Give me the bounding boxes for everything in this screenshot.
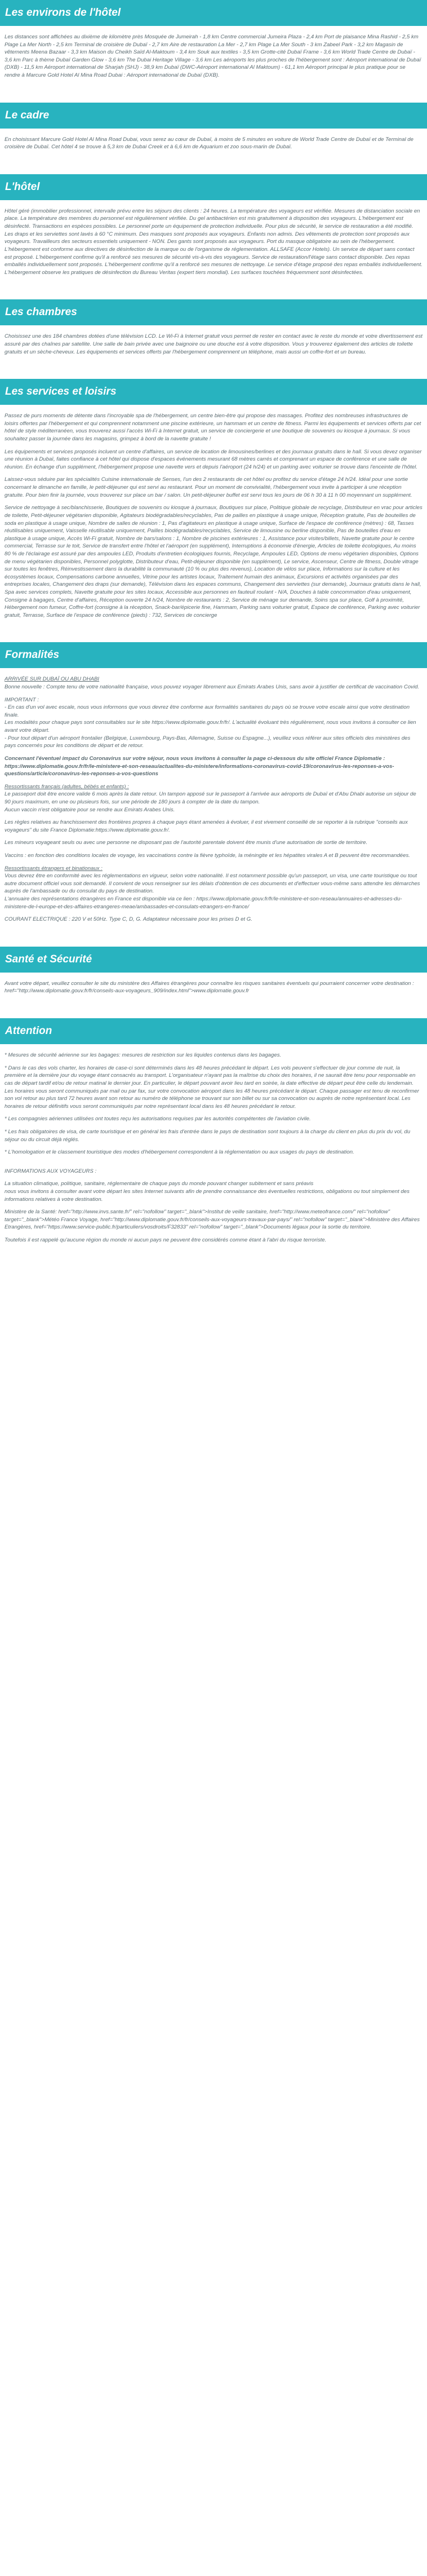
- paragraph: nous vous invitons à consulter avant votre départ les sites Internet suivants afin de prendre connaissance des éventuelles restrictions, obligations ou tout simplement des informations relatives à votre destination.: [5, 1188, 410, 1203]
- paragraph: Ressortissants étrangers et binationaux :: [5, 865, 103, 872]
- paragraph: Les équipements et services proposés incluent un centre d'affaires, un service de location de limousines/berlines et des journaux gratuits dans le hall. Si vous devez organiser une réunion à Dubaï, faites confiance à cet hôtel qui dispose d'espaces événements mesurant 68 mètres carrés et comprenant un espace de conférence et une salle de réunion. En échange d'un supplément, l'hébergement propose une navette vers et depuis l'aéroport (24 h/24) et un parking avec voiturier se trouve dans l'enceinte de l'hôtel.: [5, 448, 422, 470]
- section-content: [0, 200, 427, 291]
- paragraph: COURANT ELECTRIQUE : 220 V et 50Hz. Type C, D, G. Adaptateur nécessaire pour les prises D et G.: [5, 916, 252, 923]
- section-hotel: [0, 174, 427, 291]
- section-formalites: [0, 642, 427, 938]
- paragraph: IMPORTANT :: [5, 696, 39, 703]
- paragraph: Hôtel géré (immobilier professionnel, intervalle prévu entre les séjours des clients : 24 heures. La température des voyageurs est vérifiée. Mesures de distanciation sociale en place. La température des membres du personnel est régulièrement vérifiée. Du gel antibactérien est mis gratuitement à disposition des voyageurs. L'hébergement est désinfecté. Transactions en espèces possibles. Le personnel porte un équipement de protection individuelle. Pour plus de sécurité, le service de restauration a été modifié. Les draps et les serviettes sont lavés à 60 °C minimum. Des masques sont proposés aux voyageurs. Enfants non admis. Des vêtements de protection sont proposés aux voyageurs. Travailleurs des secteurs essentiels uniquement - NON. Des gants sont proposés aux voyageurs. Port du masque obligatoire au sein de l'hébergement. L'hébergement est conforme aux directives de désinfection de la marque ou de l'organisme de réglementation. ALLSAFE (Accor Hotels). Un service de départ sans contact est proposé. L'hébergement confirme qu'il a renforcé ses mesures de sécurité vis-à-vis des voyageurs. Service de restauration/l'étage sans contact disponible. Des repas emballés individuellement sont proposés. L'hébergement confirme qu'il a renforcé ses mesures de nettoyage. Le service d'étage proposé des repas emballés individuellement. L'hébergement observe les pratiques de désinfection du Bureau Veritas (expert tiers mondial). Les surfaces touchées fréquemment sont désinfectées.: [5, 207, 422, 276]
- paragraph: * Les frais obligatoires de visa, de carte touristique et en général les frais d'entrée dans le pays de destination sont toujours à la charge du client en plus du prix du vol, du séjour ou du circuit déjà réglés.: [5, 1128, 411, 1143]
- paragraph: En choisissant Marcure Gold Hotel Al Mina Road Dubai, vous serez au cœur de Dubaï, à moins de 5 minutes en voiture de World Trade Centre de Dubaï et de Terminal de croisière de Dubaï. Cet hôtel 4 se trouve à 5,3 km de Dubai Creek et à 6,6 km de Aquarium et zoo sous-marin de Dubaï.: [5, 136, 413, 151]
- section-chambres: [0, 299, 427, 371]
- section-content: [0, 405, 427, 634]
- paragraph: Avant votre départ, veuillez consulter le site du ministère des Affaires étrangères pour connaître les risques sanitaires éventuels qui pourraient concerner votre destination : href="http://www.diplomatie.gouv.fr/fr/conseils-aux-voyageurs_909/index.html">www.diplomatie.gouv.fr: [5, 980, 414, 995]
- section-title: Le cadre: [0, 103, 427, 129]
- paragraph: Bonne nouvelle : Compte tenu de votre nationalité française, vous pouvez voyager librement aux Emirats Arabes Unis, sans avoir à justifier de certificat de vaccination Covid.: [5, 684, 420, 691]
- section-title: Santé et Sécurité: [0, 947, 427, 973]
- paragraph: Les règles relatives au franchissement des frontières propres à chaque pays étant amenées à évoluer, il est vivement conseillé de se reporter à la rubrique "conseils aux voyageurs" du site France Diplomatie:https://www.diplomatie.gouv.fr/.: [5, 819, 408, 833]
- paragraph: Laissez-vous séduire par les spécialités Cuisine internationale de Senses, l'un des 2 restaurants de cet hôtel ou profitez du service d'étage 24 h/24. Idéal pour une sortie concernant le dimanche en famille, le petit-déjeuner qui est servi au restaurant. Pour un moment de convivialité, l'hébergement vous invite à participer à une réception gratuite. Pour bien finir la journée, vous trouverez sur place un bar / salon. Un petit-déjeuner buffet est servi tous les jours de 06 h 30 à 11 h 00 moyennant un supplément.: [5, 476, 412, 498]
- paragraph: Choisissez une des 184 chambres dotées d'une télévision LCD. Le Wi-Fi à Internet gratuit vous permet de rester en contact avec le reste du monde et votre divertissement est assuré par des chaînes par satellite. Une salle de bain privée avec une baignoire ou une douche est à votre disposition. Vous y trouverez également des articles de toilette gratuits et un sèche-cheveux. Les équipements et services offerts par l'hébergement comprennent un téléphone, mais aussi un coffre-fort et un bureau.: [5, 333, 422, 355]
- paragraph: Les distances sont affichées au dixième de kilomètre près Mosquée de Jumeirah - 1,8 km Centre commercial Jumeira Plaza - 2,4 km Port de plaisance Mina Rashid - 2,5 km Plage La Mer North - 2,5 km Terminal de croisière de Dubaï - 2,7 km Aire de restauration La Mer - 2,7 km Plage La Mer South - 3 km Zabeel Park - 3,2 km Magasin de vêtements Meena Bazaar - 3,3 km Maison du Cheikh Saïd Al-Maktoum - 3,4 km Souk aux textiles - 3,5 km Grotte-cité Dubaï Frame - 3,6 km World Trade Centre de Dubaï - 3,6 km Parc à thème Dubaï Garden Glow - 3,6 km The Dubai Heritage Village - 3,6 km Les aéroports les plus proches de l'hébergement sont : Aéroport international de Dubaï (DXB) - 11,5 km Aéroport international de Sharjah (SHJ) - 38,9 km Dubaï (DWC-Aéroport international Al Maktoum) - 61,1 km Aéroport principal le plus pratique pour se rendre à Marcure Gold Hotel Al Mina Road Dubai : Aéroport international de Dubaï (DXB).: [5, 34, 421, 79]
- paragraph: Le passeport doit être encore valide 6 mois après la date retour. Un tampon apposé sur le passeport à l'arrivée aux aéroports de Dubaï et d'Abu Dhabi autorise un séjour de 90 jours maximum, en une ou plusieurs fois, sur une période de 180 jours à compter de la date du tampon.: [5, 791, 416, 805]
- paragraph: Ressortissants français (adultes, bébés et enfants) :: [5, 783, 129, 790]
- section-content: [0, 129, 427, 166]
- paragraph: Service de nettoyage à sec/blanchisserie, Boutiques de souvenirs ou kiosque à journaux, Boutiques sur place, Politique globale de recyclage, Distributeur en vrac pour articles de toilette, Petit-déjeuner végétarien disponible, Agitateurs biodégradables/recyclables, Pas de pailles en plastique à usage unique, Réception gratuite, Pas de bouteilles de soda en plastique à usage unique, Nombre de salles de réunion : 1, Pas d'agitateurs en plastique à usage unique, Surface de l'espace de conférence (mètres) : 68, Tasses réutilisables uniquement, Vaisselle réutilisable uniquement, Pailles biodégradables/recyclables, Service de limousine ou berline disponible, Pas de bouteilles d'eau en plastique à usage unique, Accès Wi-Fi gratuit, Nombre de bars/salons : 1, Nombre de piscines extérieures : 1, Assistance pour visites/billets, Navette gratuite pour le centre commercial, Terrasse sur le toit, Service de transfert entre l'hôtel et l'aéroport (en supplément), Interruptions à économie d'énergie, Articles de toilette écologiques, Au moins 80 % de l'éclairage est assuré par des ampoules LED, Produits d'entretien écologiques fournis, Recyclage, Ampoules LED, Options de menu végétarien disponibles, Options de menu végétarien disponibles, Personnel polyglotte, Distributeur d'eau, Petit-déjeuner disponible (en supplément), Le service, Ascenseur, Centre de fitness, Double vitrage sur toutes les fenêtres, Réinvestissement dans la durabilité la communauté (10 % ou plus des revenus), Location de vélos sur place, Informations sur la culture et les écosystèmes locaux, Compensations carbone annuelles, Vitrine pour les artistes locaux, Traitement humain des animaux, Excursions et activités organisées par des entreprises locales, Changement des draps (sur demande), Télévision dans les espaces communs, Changement des serviettes (sur demande), Journaux gratuits dans le hall, Spa avec services complets, Navette gratuite pour les sites locaux, Accessible aux personnes en fauteuil roulant - N/A, Douches à table concommation d'eau uniquement, Consigne à bagages, Centre d'affaires, Réception ouverte 24 h/24, Nombre de restaurants : 2, Service de ménage sur demande, Soins spa sur place, Golf à proximité, Hébergement non fumeur, Coffre-fort (consigne à la réception, Snack-bar/épicerie fine, Hammam, Parking sans voiturier gratuit, Espace de conférence, Parking avec voiturier gratuit, Terrasse, Surface de l'espace de conférence (pieds) : 732, Services de concierge: [5, 505, 422, 618]
- paragraph: Vous devrez être en conformité avec les réglementations en vigueur, selon votre nationalité. Il est notamment possible qu'un passeport, un visa, une carte touristique ou tout autre document officiel vous soit demandé. Il convient de vous renseigner sur les délais d'obtention de ces documents et d'effectuer vous-même sans attendre les démarches auprès de l'ambassade ou du consulat du pays de destination.: [5, 873, 420, 895]
- section-title: Formalités: [0, 642, 427, 668]
- section-attention: [0, 1018, 427, 1260]
- paragraph: * Mesures de sécurité aérienne sur les bagages: mesures de restriction sur les liquides contenus dans les bagages.: [5, 1052, 282, 1059]
- paragraph: - En cas d'un vol avec escale, nous vous informons que vous devrez être conforme aux formalités sanitaires du pays où se trouve votre escale ainsi que votre destination finale.: [5, 704, 410, 718]
- section-title: Les services et loisirs: [0, 379, 427, 405]
- paragraph: INFORMATIONS AUX VOYAGEURS :: [5, 1168, 97, 1174]
- paragraph: * L'homologation et le classement touristique des modes d'hébergement correspondent à la réglementation ou aux usages du pays de destination.: [5, 1149, 354, 1156]
- section-content: [0, 973, 427, 1010]
- section-content: [0, 668, 427, 938]
- paragraph: Passez de purs moments de détente dans l'incroyable spa de l'hébergement, un centre bien-être qui propose des massages. Profitez des nombreuses infrastructures de loisirs offertes par l'hébergement et qui comprennent notamment une piscine extérieure, un hammam et un centre de fitness. Parmi les équipements et services offerts par cet hôtel de style méditerranéen, vous trouverez aussi l'accès Wi-Fi à Internet gratuit, un service de conciergerie et une boutique de souvenirs ou kiosque à journaux. Si vous souhaitez passer la journée dans les magasins, grimpez à bord de la navette gratuite !: [5, 413, 421, 443]
- paragraph: Les modalités pour chaque pays sont consultables sur le site https://www.diplomatie.gouv.fr/fr/. L'actualité évoluant très régulièrement, nous vous invitons à consulter ce lien avant votre départ.: [5, 719, 416, 734]
- section-content: [0, 1044, 427, 1260]
- section-environs: [0, 0, 427, 95]
- paragraph: Les mineurs voyageant seuls ou avec une personne ne disposant pas de l'autorité parentale doivent être munis d'une autorisation de sortie de territoire.: [5, 839, 368, 846]
- section-title: Les chambres: [0, 299, 427, 325]
- paragraph[interactable]: https://www.diplomatie.gouv.fr/fr/le-ministere-et-son-reseau/actualites-du-ministere/informations-coronavirus-covid-19/coronavirus-les-reponses-a-vos-questions/article/coronavirus-les-reponses-a-vos-questions: [5, 763, 394, 777]
- paragraph: Vaccins : en fonction des conditions locales de voyage, les vaccinations contre la fièvre typhoïde, la méningite et les hépatites virales A et B peuvent être recommandées.: [5, 852, 410, 859]
- paragraph: * Les compagnies aériennes utilisées ont toutes reçu les autorisations requises par les autorités compétentes de l'aviation civile.: [5, 1116, 311, 1123]
- section-title: L'hôtel: [0, 174, 427, 200]
- paragraph: Concernant l'éventuel impact du Coronavirus sur votre séjour, nous vous invitons à consulter la page ci-dessous du site officiel France Diplomatie :: [5, 755, 385, 762]
- paragraph: Toutefois il est rappelé qu'aucune région du monde ni aucun pays ne peuvent être considérés comme étant à l'abri du risque terroriste.: [5, 1237, 327, 1244]
- paragraph: Aucun vaccin n'est obligatoire pour se rendre aux Emirats Arabes Unis.: [5, 806, 175, 813]
- paragraph: * Dans le cas des vols charter, les horaires de case-ci sont déterminés dans les 48 heures précédant le départ. Les vols peuvent s'effectuer de jour comme de nuit, la première et la dernière jour du voyage étant consacrés au transport. L'organisateur n'ayant pas la maîtrise du choix des horaires, il ne saurait être tenu pour responsable en cas de départ tardif et/ou de retour matinal le dernier jour. En particulier, le départ pouvant avoir lieu tard en soirée, la date effective de départ peut être celle du lendemain. Les horaires vous seront communiqués par mail ou par fax, sur votre convocation aéroport dans les 48 heures précédant le départ. Chaque passager est tenu de reconfirmer son vol retour au plus tard 72 heures avant son retour au numéro de téléphone se trouvant sur son billet ou sur sa convocation ou auprès de notre représentant local. Les horaires de retour définitifs vous seront communiqués par notre représentant local dans les 48 heures précédant le retour.: [5, 1064, 419, 1110]
- section-title: Attention: [0, 1018, 427, 1044]
- paragraph: La situation climatique, politique, sanitaire, réglementaire de chaque pays du monde pouvant changer subitement et sans préavis: [5, 1181, 314, 1187]
- section-sante-securite: [0, 947, 427, 1010]
- paragraph: - Pour tout départ d'un aéroport frontalier (Belgique, Luxembourg, Pays-Bas, Allemagne, Suisse ou Espagne...), veuillez vous référer aux sites officiels des ministères des pays concernés pour les conditions de départ et de retour.: [5, 735, 411, 749]
- section-title: Les environs de l'hôtel: [0, 0, 427, 26]
- section-content: [0, 325, 427, 371]
- paragraph[interactable]: Ministère de la Santé: href="http://www.invs.sante.fr/" rel="nofollow" target="_blank">Institut de veille sanitaire, href="http://www.meteofrance.com/" rel="nofollow" target="_blank">Météo France Voyage, href="http://www.diplomatie.gouv.fr/fr/conseils-aux-voyageurs-travaux-par-pays/" rel="nofollow" target="_blank">Ministère des Affaires Etrangères, href="https://www.service-public.fr/particuliers/vosdroits/F32833" rel="nofollow" target="_blank">Documents légaux pour la sortie du territoire.: [5, 1209, 420, 1231]
- paragraph: ARRIVÉE SUR DUBAÏ OU ABU DHABI: [5, 676, 100, 683]
- section-services: [0, 379, 427, 634]
- paragraph: L'annuaire des représentations étrangères en France est disponible via ce lien : https://www.diplomatie.gouv.fr/fr/le-ministere-et-son-reseau/annuaires-et-adresses-du-ministere-de-l-europe-et-des-affaires-etrangeres-meae/ambassades-et-consulats-etrangers-en-france/: [5, 896, 402, 910]
- section-content: [0, 26, 427, 95]
- section-cadre: [0, 103, 427, 166]
